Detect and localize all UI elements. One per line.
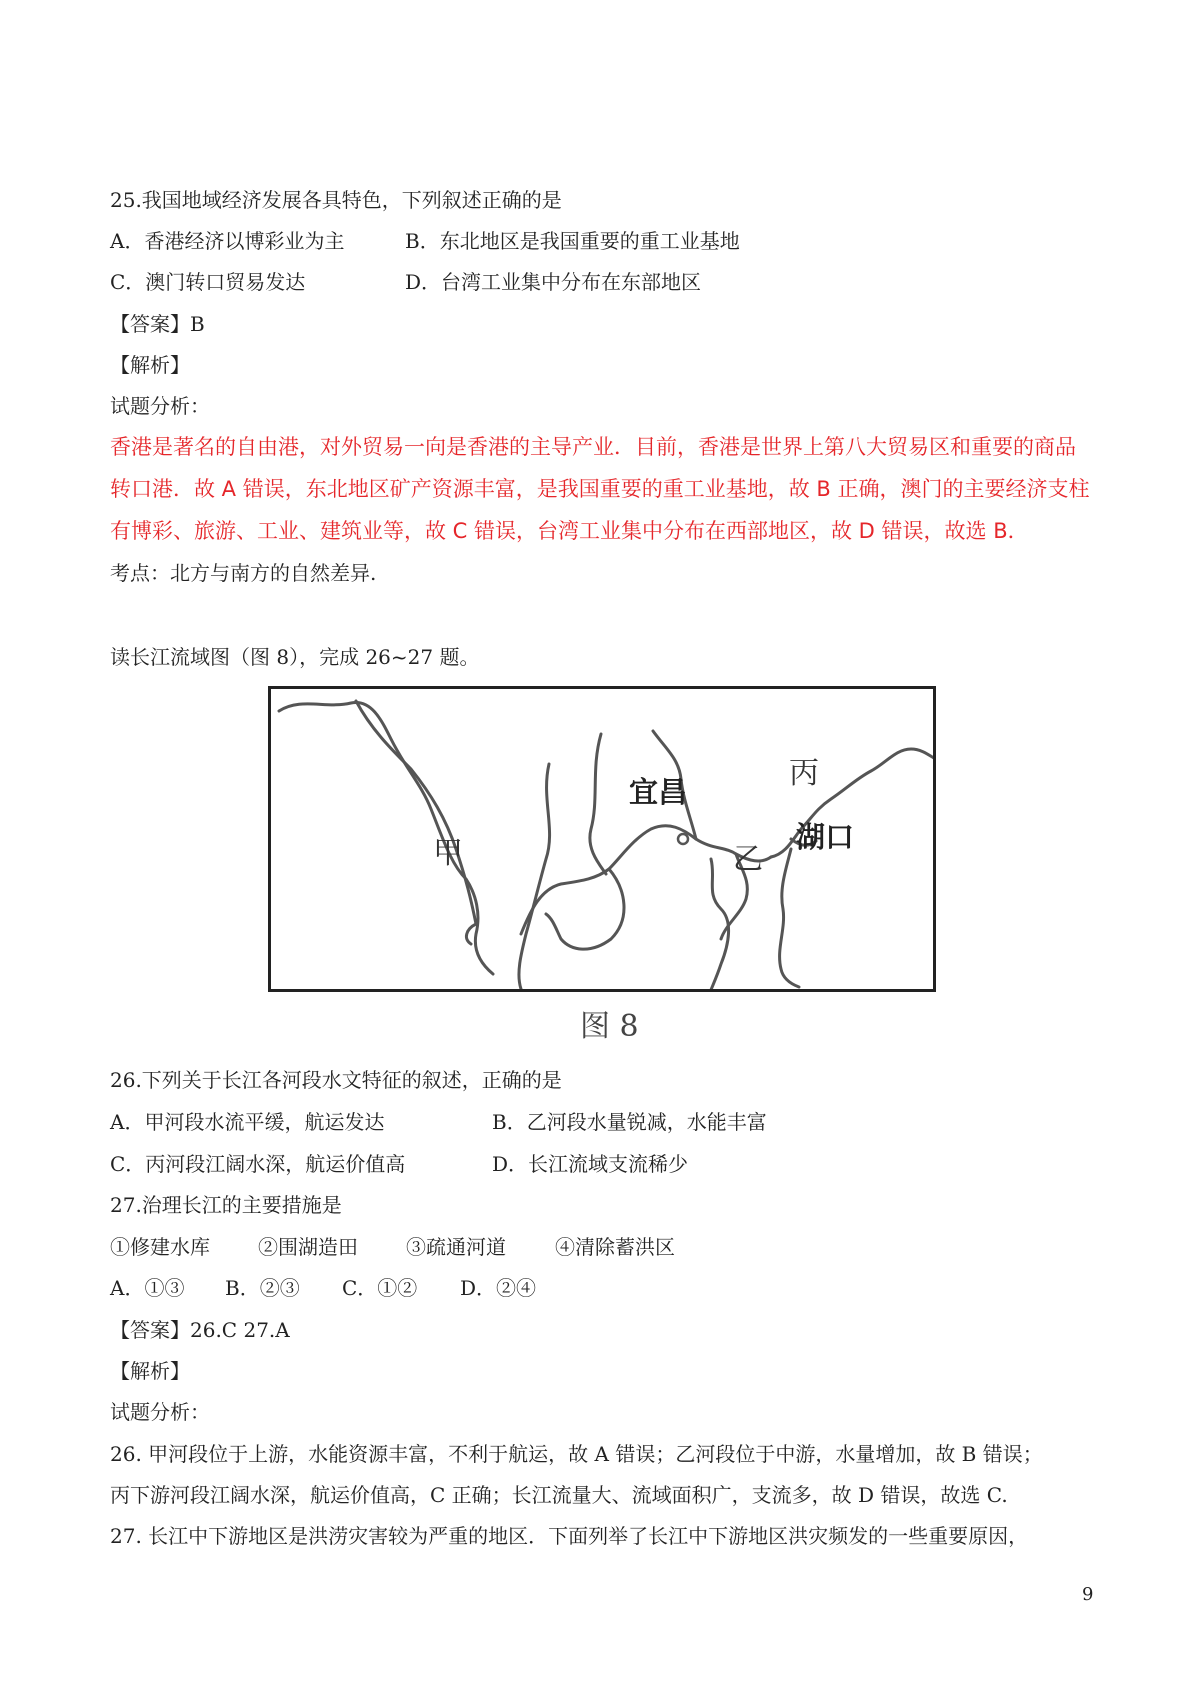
q26-27-analysis-line-2: 丙下游河段江阔水深，航运价值高，C 正确；长江流量大、流域面积广，支流多，故 D 错误，故选 C.	[110, 1483, 1008, 1507]
q25-analysis-label: 试题分析：	[110, 394, 210, 418]
q26-option-d: D．长江流域支流稀少	[492, 1152, 689, 1176]
river-tributary-west	[356, 701, 476, 924]
q25-option-d: D．台湾工业集中分布在东部地区	[405, 270, 702, 294]
q25-analysis-line-3: 有博彩、旅游、工业、建筑业等，故 C 错误，台湾工业集中分布在西部地区，故 D 错误，故选 B．	[110, 519, 1029, 543]
q27-option-c: C．①②	[342, 1276, 418, 1300]
q26-27-analysis-head: 【解析】	[110, 1359, 190, 1383]
q26-27-analysis-label: 试题分析：	[110, 1400, 210, 1424]
q27-measure-2: ②围湖造田	[258, 1235, 358, 1259]
q27-measure-1: ①修建水库	[110, 1235, 210, 1259]
q25-analysis-line-1: 香港是著名的自由港，对外贸易一向是香港的主导产业．目前，香港是世界上第八大贸易区和重要的商品	[110, 435, 1076, 459]
map-intro: 读长江流域图（图 8），完成 26~27 题。	[110, 645, 480, 669]
page-number: 9	[1082, 1584, 1094, 1605]
map-label-yichang: 宜昌	[629, 775, 688, 809]
figure-caption: 图 8	[580, 1009, 639, 1044]
q26-stem: 26.下列关于长江各河段水文特征的叙述，正确的是	[110, 1068, 562, 1092]
q27-option-d: D．②④	[460, 1276, 537, 1300]
map-label-jia: 甲	[433, 836, 463, 871]
q26-27-analysis-line-3: 27. 长江中下游地区是洪涝灾害较为严重的地区．下面列举了长江中下游地区洪灾频发的一些重要原因，	[110, 1524, 1029, 1548]
river-tributary-south	[709, 859, 729, 992]
q25-analysis-head: 【解析】	[110, 353, 190, 377]
q26-27-analysis-line-1: 26. 甲河段位于上游，水能资源丰富，不利于航运，故 A 错误；乙河段位于中游，水量增加，故 B 错误；	[110, 1442, 1043, 1466]
map-label-hukou: 湖口	[796, 820, 855, 854]
yichang-marker	[678, 834, 688, 844]
river-tributary-2	[590, 734, 606, 874]
q27-measure-4: ④清除蓄洪区	[555, 1235, 675, 1259]
q26-27-answer: 【答案】26.C 27.A	[110, 1318, 290, 1342]
q25-analysis-line-2: 转口港．故 A 错误，东北地区矿产资源丰富，是我国重要的重工业基地，故 B 正确，澳门的主要经济支柱	[110, 477, 1090, 501]
river-tributary-gan	[780, 849, 799, 987]
q26-option-a: A．甲河段水流平缓，航运发达	[110, 1110, 385, 1134]
q26-option-c: C．丙河段江阔水深，航运价值高	[110, 1152, 406, 1176]
q27-stem: 27.治理长江的主要措施是	[110, 1193, 342, 1217]
q25-option-c: C．澳门转口贸易发达	[110, 270, 306, 294]
q26-option-b: B．乙河段水量锐减，水能丰富	[492, 1110, 767, 1134]
yangtze-basin-map	[268, 686, 936, 992]
q25-answer: 【答案】B	[110, 312, 205, 336]
map-label-bing: 丙	[789, 756, 819, 791]
q27-option-a: A．①③	[110, 1276, 185, 1300]
river-main-west	[521, 826, 696, 934]
map-label-yi: 乙	[733, 842, 763, 877]
q25-option-b: B．东北地区是我国重要的重工业基地	[405, 229, 740, 253]
q27-measure-3: ③疏通河道	[406, 1235, 506, 1259]
q25-stem: 25.我国地域经济发展各具特色，下列叙述正确的是	[110, 188, 562, 212]
river-tributary-1	[519, 764, 550, 989]
q27-option-b: B．②③	[225, 1276, 300, 1300]
q25-kaodian: 考点：北方与南方的自然差异.	[110, 561, 377, 585]
q25-option-a: A．香港经济以博彩业为主	[110, 229, 345, 253]
